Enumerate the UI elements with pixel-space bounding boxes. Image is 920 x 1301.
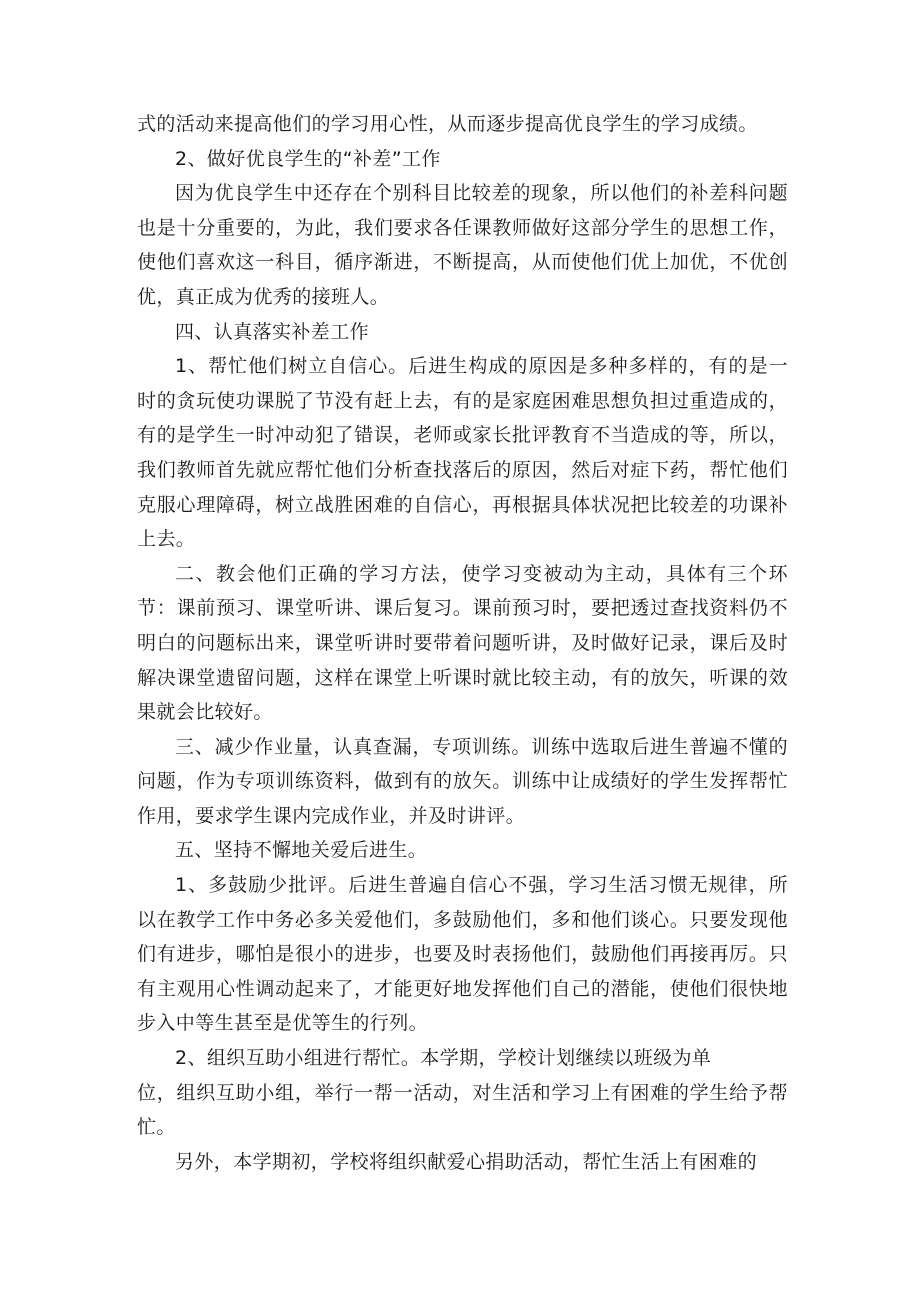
paragraph-8-heading: 五、坚持不懈地关爱后进生。	[175, 839, 428, 862]
paragraph-7: 三、减少作业量，认真查漏，专项训练。训练中选取后进生普遍不懂的问题，作为专项训练资料，做到有的放矢。训练中让成绩好的学生发挥帮忙作用，要求学生课内完成作业，并及时讲评。	[137, 735, 788, 827]
paragraph-3: 因为优良学生中还存在个别科目比较差的现象，所以他们的补差科问题也是十分重要的，为此，我们要求各任课教师做好这部分学生的思想工作，使他们喜欢这一科目，循序渐进，不断提高，从而使他们优上加优，不优创优，真正成为优秀的接班人。	[137, 182, 788, 308]
paragraph-1: 式的活动来提高他们的学习用心性，从而逐步提高优良学生的学习成绩。	[137, 113, 758, 135]
paragraph-2-heading: 2、做好优良学生的“补差”工作	[175, 147, 441, 170]
paragraph-11: 位，组织互助小组，举行一帮一活动，对生活和学习上有困难的学生给予帮忙。	[137, 1081, 788, 1139]
paragraph-5: 1、帮忙他们树立自信心。后进生构成的原因是多种多样的，有的是一时的贪玩使功课脱了节没有赶上去，有的是家庭困难思想负担过重造成的，有的是学生一时冲动犯了错误，老师或家长批评教育不当造成的等，所以，我们教师首先就应帮忙他们分析查找落后的原因，然后对症下药，帮忙他们克服心理障碍，树立战胜困难的自信心，再根据具体状况把比较差的功课补上去。	[137, 355, 788, 551]
paragraph-12: 另外，本学期初，学校将组织献爱心捐助活动，帮忙生活上有困难的	[175, 1150, 758, 1173]
paragraph-10: 2、组织互助小组进行帮忙。本学期，学校计划继续以班级为单	[175, 1047, 712, 1070]
paragraph-6: 二、教会他们正确的学习方法，使学习变被动为主动，具体有三个环节：课前预习、课堂听讲、课后复习。课前预习时，要把透过查找资料仍不明白的问题标出来，课堂听讲时要带着问题听讲，及时做好记录，课后及时解决课堂遗留问题，这样在课堂上听课时就比较主动，有的放矢，听课的效果就会比较好。	[137, 562, 788, 724]
paragraph-9: 1、多鼓励少批评。后进生普遍自信心不强，学习生活习惯无规律，所以在教学工作中务必多关爱他们，多鼓励他们，多和他们谈心。只要发现他们有进步，哪怕是很小的进步，也要及时表扬他们，鼓励他们再接再厉。只有主观用心性调动起来了，才能更好地发挥他们自己的潜能，使他们很快地步入中等生甚至是优等生的行列。	[137, 874, 788, 1035]
paragraph-4-heading: 四、认真落实补差工作	[175, 320, 370, 343]
